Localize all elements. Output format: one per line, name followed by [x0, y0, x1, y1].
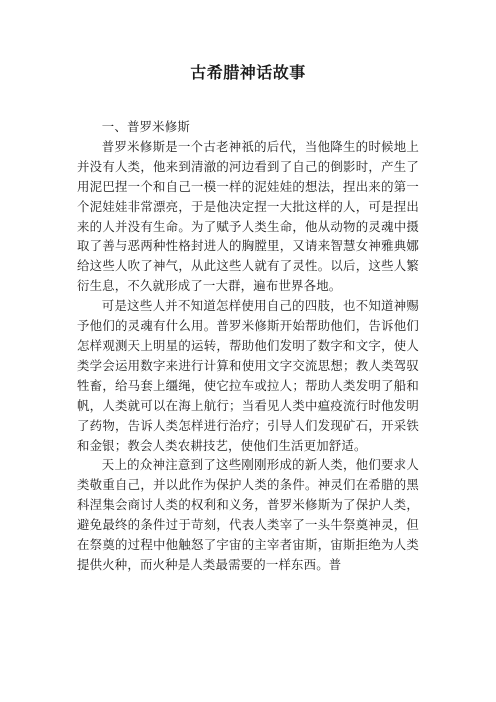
document-body	[77, 117, 419, 575]
paragraph-2: 可是这些人并不知道怎样使用自己的四肢，也不知道神赐予他们的灵魂有什么用。普罗米修斯开始帮助他们，告诉他们怎样观测天上明星的运转，帮助他们发明了数字和文字，使人类学会运用数字来进行计算和使用文字交流思想；教人类驾驭牲畜，给马套上缰绳，使它拉车或拉人；帮助人类发明了船和帆，人类就可以在海上航行；当看见人类中瘟疫流行时他发明了药物，告诉人类怎样进行治疗；引导人们发现矿石，开采铁和金银；教会人类农耕技艺，使他们生活更加舒适。	[77, 298, 419, 453]
section-heading: 一、普罗米修斯	[101, 119, 190, 134]
paragraph-3: 天上的众神注意到了这些刚刚形成的新人类，他们要求人类敬重自己，并以此作为保护人类的条件。神灵们在希腊的黑科涅集会商讨人类的权利和义务，普罗米修斯为了保护人类，避免最终的条件过于苛刻，代表人类宰了一头牛祭奠神灵，但在祭奠的过程中他触怒了宇宙的主宰者宙斯，宙斯拒绝为人类提供火种，而火种是人类最需要的一样东西。普	[77, 457, 419, 572]
document-title: 古希腊神话故事	[190, 63, 306, 82]
paragraph-1: 普罗米修斯是一个古老神祇的后代，当他降生的时候地上并没有人类，他来到清澈的河边看到了自己的倒影时，产生了用泥巴捏一个和自己一模一样的泥娃娃的想法，捏出来的第一个泥娃娃非常漂亮，于是他决定捏一大批这样的人，可是捏出来的人并没有生命。为了赋予人类生命，他从动物的灵魂中摄取了善与恶两种性格封进人的胸膛里，又请来智慧女神雅典娜给这些人吹了神气，从此这些人就有了灵性。以后，这些人繁衍生息，不久就形成了一大群，遍布世界各地。	[77, 138, 419, 294]
